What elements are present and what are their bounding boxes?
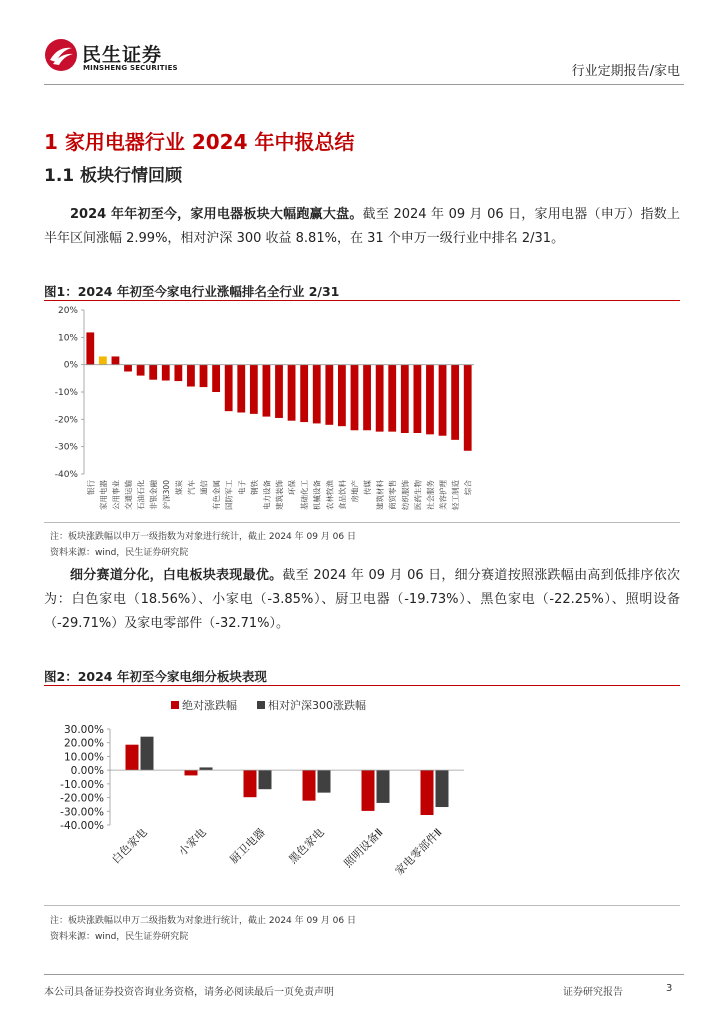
report-type: 行业定期报告/家电 — [571, 64, 680, 79]
x-tick-label: 医药生物 — [413, 480, 423, 510]
x-tick-label: 房地产 — [350, 480, 360, 503]
x-tick-label: 美容护理 — [438, 480, 448, 510]
bar — [318, 770, 331, 792]
y-tick-label: -20.00% — [60, 792, 104, 805]
x-tick-label: 照明设备Ⅱ — [341, 825, 386, 871]
x-tick-label: 轻工制造 — [451, 480, 461, 510]
bar — [376, 365, 384, 432]
bar — [187, 365, 195, 387]
bar — [237, 365, 245, 413]
bar — [162, 365, 170, 381]
bar — [362, 770, 375, 811]
y-tick-label: 0.00% — [70, 765, 104, 778]
x-tick-label: 白色家电 — [109, 825, 150, 867]
x-tick-label: 通信 — [199, 480, 209, 495]
figure-2-title: 图2：2024 年初至今家电细分板块表现 — [44, 669, 267, 684]
x-tick-label: 传媒 — [363, 480, 373, 495]
bar — [351, 365, 359, 431]
header-divider — [44, 84, 684, 85]
bar — [451, 365, 459, 440]
paragraph-1 — [44, 203, 680, 251]
x-tick-label: 食品饮料 — [337, 480, 347, 510]
subsection-heading: 1.1 板块行情回顾 — [44, 166, 183, 186]
y-tick-label: -20% — [54, 415, 78, 426]
y-tick-label: 10% — [57, 333, 78, 344]
y-tick-label: -10% — [54, 388, 78, 398]
bar — [137, 365, 145, 376]
figure-2-note: 注：板块涨跌幅以申万二级指数为对象进行统计，截止 2024 年 09 月 06 日 — [50, 916, 356, 926]
paragraph-2 — [44, 564, 680, 636]
bar — [413, 365, 421, 433]
x-tick-label: 电力设备 — [262, 480, 272, 510]
minsheng-logo-icon — [44, 38, 78, 72]
legend-swatch — [171, 701, 179, 709]
legend-label: 相对沪深300涨跌幅 — [268, 699, 366, 712]
bar — [185, 770, 198, 775]
bar — [86, 332, 94, 364]
logo-english-name: MINSHENG SECURITIES — [83, 64, 178, 72]
x-tick-label: 综合 — [463, 480, 473, 495]
x-tick-label: 社会服务 — [425, 480, 435, 510]
x-tick-label: 家电零部件Ⅱ — [392, 825, 445, 878]
bar — [149, 365, 157, 380]
page-header — [44, 38, 684, 84]
footer-disclaimer: 本公司具备证券投资咨询业务资格，请务必阅读最后一页免责声明 — [44, 987, 334, 998]
bar — [436, 770, 449, 807]
x-tick-label: 有色金属 — [212, 480, 222, 510]
bar — [275, 365, 283, 418]
y-tick-label: -40% — [54, 470, 78, 480]
logo-chinese-name: 民生证券 — [82, 44, 163, 66]
bar — [112, 356, 120, 364]
x-tick-label: 黑色家电 — [286, 825, 327, 867]
legend-swatch — [257, 701, 265, 709]
x-tick-label: 电子 — [237, 480, 247, 495]
bar — [200, 365, 208, 387]
bar — [377, 770, 390, 803]
figure-1-top-rule — [44, 300, 680, 301]
figure-2-top-rule — [44, 685, 680, 686]
footer-divider — [44, 974, 684, 975]
x-tick-label: 家用电器 — [98, 480, 108, 510]
legend-label: 绝对涨跌幅 — [182, 699, 237, 712]
x-tick-label: 公用事业 — [111, 480, 121, 510]
paragraph-2-text: 截至 2024 年 09 月 06 日，细分赛道按照涨跌幅由高到低排序依次为：白色家电（18.56%）、小家电（-3.85%）、厨卫电器（-19.73%）、黑色家电（-22.25%）、照明设备（-29.71%）及家电零部件（-32.71%）。 — [44, 568, 680, 631]
figure-1-title: 图1：2024 年初至今家电行业涨幅排名全行业 2/31 — [44, 284, 340, 299]
x-tick-label: 建筑装饰 — [275, 480, 284, 510]
paragraph-1-text: 截至 2024 年 09 月 06 日，家用电器（申万）指数上半年区间涨幅 2.99%，相对沪深 300 收益 8.81%，在 31 个申万一级行业中排名 2/31。 — [44, 207, 680, 246]
page-number: 3 — [666, 983, 673, 994]
y-tick-label: -30.00% — [60, 806, 104, 819]
x-tick-label: 沪深300 — [161, 480, 171, 510]
x-tick-label: 纺织服饰 — [400, 480, 410, 510]
section-heading: 1 家用电器行业 2024 年中报总结 — [44, 130, 355, 154]
paragraph-2-bold: 细分赛道分化，白电板块表现最优。 — [70, 568, 283, 583]
bar — [300, 365, 308, 422]
x-tick-label: 交通运输 — [124, 480, 134, 510]
x-tick-label: 小家电 — [176, 825, 209, 859]
bar — [141, 737, 154, 770]
footer-label: 证券研究报告 — [563, 987, 623, 998]
bar — [401, 365, 409, 433]
y-tick-label: -10.00% — [60, 778, 104, 791]
bar — [99, 356, 107, 364]
paragraph-1-bold: 2024 年年初至今，家用电器板块大幅跑赢大盘。 — [70, 207, 363, 222]
bar — [200, 767, 213, 770]
bar — [363, 365, 371, 431]
bar — [303, 770, 316, 801]
bar — [426, 365, 434, 435]
y-tick-label: 30.00% — [63, 724, 104, 736]
bar — [244, 770, 257, 797]
x-tick-label: 石油石化 — [136, 480, 146, 510]
bar — [250, 365, 258, 414]
bar — [212, 365, 220, 392]
y-tick-label: 0% — [63, 360, 78, 371]
x-tick-label: 商贸零售 — [388, 480, 398, 510]
x-tick-label: 农林牧渔 — [325, 480, 335, 510]
figure-2-source: 资料来源：wind，民生证券研究院 — [50, 932, 189, 942]
figure-1-note: 注：板块涨跌幅以申万一级指数为对象进行统计，截止 2024 年 09 月 06 日 — [50, 532, 356, 542]
x-tick-label: 银行 — [86, 480, 96, 495]
x-tick-label: 建筑材料 — [375, 480, 385, 510]
bar — [439, 365, 447, 436]
bar — [263, 365, 271, 417]
x-tick-label: 汽车 — [186, 480, 196, 495]
bar — [259, 770, 272, 789]
bar — [124, 365, 132, 372]
bar — [388, 365, 396, 432]
bar — [288, 365, 296, 421]
bar — [338, 365, 346, 427]
bar — [421, 770, 434, 815]
bar — [464, 365, 472, 451]
x-tick-label: 煤炭 — [174, 480, 184, 495]
x-tick-label: 钢铁 — [249, 480, 259, 495]
y-tick-label: 20% — [57, 306, 78, 316]
bar — [225, 365, 233, 411]
x-tick-label: 机械设备 — [312, 480, 322, 510]
figure-1-chart — [44, 302, 680, 522]
x-tick-label: 厨卫电器 — [227, 825, 268, 867]
bar — [313, 365, 321, 424]
y-tick-label: 10.00% — [63, 751, 104, 764]
x-tick-label: 非银金融 — [149, 480, 159, 510]
bar — [325, 365, 333, 425]
x-tick-label: 国防军工 — [224, 480, 234, 510]
y-tick-label: -40.00% — [60, 820, 104, 832]
bar — [126, 745, 139, 770]
figure-2-chart — [44, 687, 680, 905]
bar — [174, 365, 182, 381]
figure-1-bottom-rule — [44, 522, 680, 523]
figure-2-bottom-rule — [44, 905, 680, 906]
x-tick-label: 环保 — [287, 480, 297, 495]
y-tick-label: -30% — [54, 442, 78, 453]
figure-1-source: 资料来源：wind，民生证券研究院 — [50, 548, 189, 558]
y-tick-label: 20.00% — [63, 737, 104, 750]
x-tick-label: 基础化工 — [300, 480, 310, 510]
